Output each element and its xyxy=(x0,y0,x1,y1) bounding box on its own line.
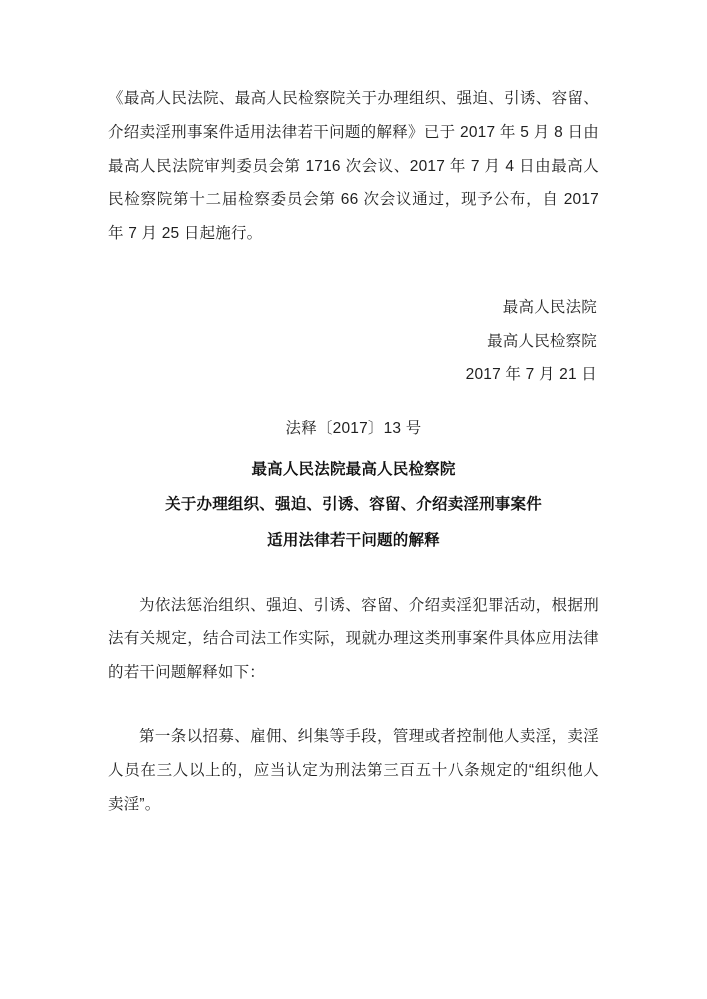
title-line-2: 关于办理组织、强迫、引诱、容留、介绍卖淫刑事案件 xyxy=(165,496,542,514)
body-paragraph-1: 为依法惩治组织、强迫、引诱、容留、介绍卖淫犯罪活动，根据刑法有关规定，结合司法工作实际，现就办理这类刑事案件具体应用法律的若干问题解释如下： xyxy=(108,596,599,682)
document-number: 法释〔2017〕13 号 xyxy=(285,420,422,438)
issuer-court: 最高人民法院 xyxy=(502,298,597,316)
document-body xyxy=(108,589,599,822)
title-line-1: 最高人民法院最高人民检察院 xyxy=(251,460,456,478)
issuer-procuratorate: 最高人民检察院 xyxy=(487,332,597,350)
issue-date: 2017 年 7 月 21 日 xyxy=(465,366,597,384)
title-line-3: 适用法律若干问题的解释 xyxy=(267,531,440,549)
document-title xyxy=(108,452,599,559)
preamble-paragraph: 《最高人民法院、最高人民检察院关于办理组织、强迫、引诱、容留、介绍卖淫刑事案件适用法律若干问题的解释》已于 2017 年 5 月 8 日由最高人民法院审判委员会第 1716 次会议、2017 年 7 月 4 日由最高人民检察院第十二届检察委员会第 66 次会议通过，现予公布，自 2017 年 7 月 25 日起施行。 xyxy=(108,90,599,243)
signature-block xyxy=(108,291,599,392)
body-paragraph-2: 第一条以招募、雇佣、纠集等手段，管理或者控制他人卖淫，卖淫人员在三人以上的，应当认定为刑法第三百五十八条规定的“组织他人卖淫”。 xyxy=(108,727,599,813)
